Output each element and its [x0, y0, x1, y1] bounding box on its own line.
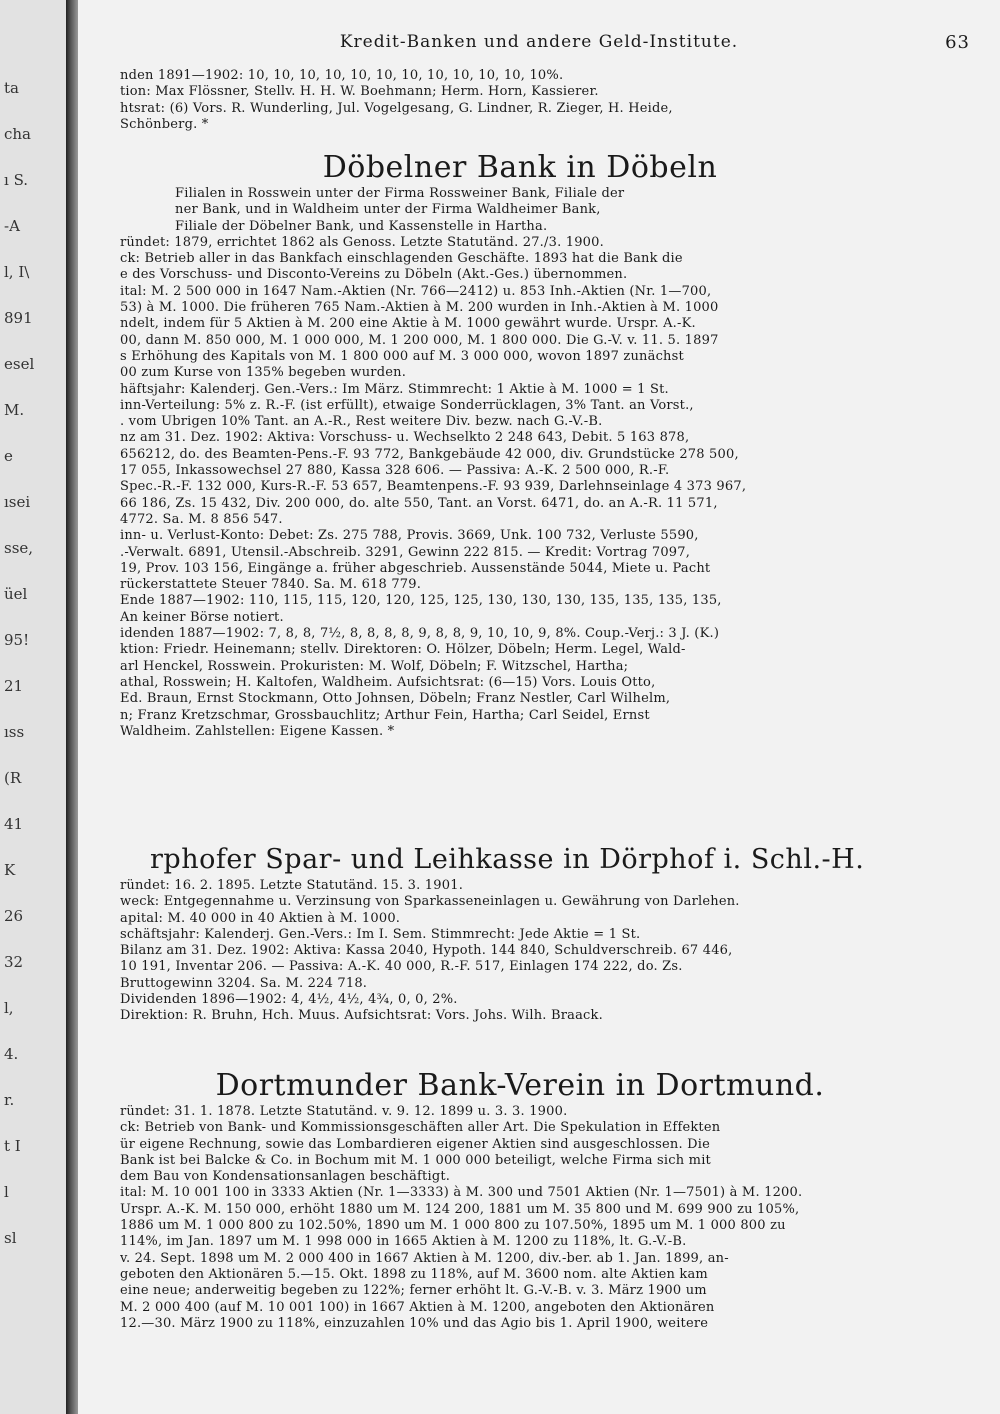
- text-line: n; Franz Kretzschmar, Grossbauchlitz; Arthur Fein, Hartha; Carl Seidel, Ernst: [120, 707, 650, 723]
- text-line: v. 24. Sept. 1898 um M. 2 000 400 in 1667 Aktien à M. 1200, div.-ber. ab 1. Jan. 1899, an-: [120, 1250, 729, 1266]
- intro-section: [120, 68, 920, 133]
- book-gutter: [66, 0, 78, 1414]
- text-line: An keiner Börse notiert.: [120, 609, 284, 625]
- text-line: e des Vorschuss- und Disconto-Vereins zu Döbeln (Akt.-Ges.) übernommen.: [120, 267, 628, 283]
- adjacent-page-fragment: 26: [4, 907, 24, 925]
- text-line: 00, dann M. 850 000, M. 1 000 000, M. 1 200 000, M. 1 800 000. Die G.-V. v. 11. 5. 1897: [120, 332, 719, 348]
- text-line: nden 1891—1902: 10, 10, 10, 10, 10, 10, 10, 10, 10, 10, 10, 10%.: [120, 68, 564, 83]
- text-line: 19, Prov. 103 156, Eingänge a. früher abgeschrieb. Aussenstände 5044, Miete u. Pacht: [120, 560, 711, 576]
- text-line: Bilanz am 31. Dez. 1902: Aktiva: Kassa 2040, Hypoth. 144 840, Schuldverschreib. 67 446,: [120, 943, 733, 959]
- adjacent-page-fragment: 95!: [4, 631, 30, 649]
- text-line: Spec.-R.-F. 132 000, Kurs-R.-F. 53 657, Beamtenpens.-F. 93 939, Darlehnseinlage 4 373 967,: [120, 479, 747, 495]
- document-page: [78, 0, 1000, 1414]
- text-line: Bank ist bei Balcke & Co. in Bochum mit M. 1 000 000 beteiligt, welche Firma sich mit: [120, 1152, 711, 1168]
- text-line: 66 186, Zs. 15 432, Div. 200 000, do. alte 550, Tant. an Vorst. 6471, do. an A.-R. 11 571,: [120, 495, 718, 511]
- text-line: geboten den Aktionären 5.—15. Okt. 1898 zu 118%, auf M. 3600 nom. alte Aktien kam: [120, 1266, 708, 1282]
- text-line: ndelt, indem für 5 Aktien à M. 200 eine Aktie à M. 1000 gewährt wurde. Urspr. A.-K.: [120, 316, 696, 332]
- text-line: Filialen in Rosswein unter der Firma Rossweiner Bank, Filiale der: [175, 186, 625, 201]
- adjacent-page-fragment: ta: [4, 79, 24, 97]
- text-line: ital: M. 10 001 100 in 3333 Aktien (Nr. 1—3333) à M. 300 und 7501 Aktien (Nr. 1—7501) à M. 1200.: [120, 1185, 803, 1201]
- adjacent-page-fragment: esel: [4, 355, 35, 373]
- text-line: 4772. Sa. M. 8 856 547.: [120, 511, 283, 527]
- adjacent-page-fragment: K: [4, 861, 16, 879]
- adjacent-page-fragment: e: [4, 447, 13, 465]
- text-line: M. 2 000 400 (auf M. 10 001 100) in 1667 Aktien à M. 1200, angeboten den Aktionären: [120, 1299, 715, 1315]
- section-heading: Döbelner Bank in Döbeln: [322, 150, 718, 185]
- adjacent-page-fragment: M.: [4, 401, 25, 419]
- text-line: Ed. Braun, Ernst Stockmann, Otto Johnsen, Döbeln; Franz Nestler, Carl Wilhelm,: [120, 691, 671, 707]
- adjacent-page-fragment: 4.: [4, 1045, 19, 1063]
- section-heading: rphofer Spar- und Leihkasse in Dörphof i. Schl.-H.: [150, 844, 865, 875]
- text-line: Urspr. A.-K. M. 150 000, erhöht 1880 um M. 124 200, 1881 um M. 35 800 und M. 699 900 zu 105%,: [120, 1201, 800, 1217]
- section-doerphofer-sparkasse: [120, 842, 920, 1025]
- text-line: ründet: 16. 2. 1895. Letzte Statutänd. 15. 3. 1901.: [120, 878, 464, 893]
- text-line: ital: M. 2 500 000 in 1647 Nam.-Aktien (Nr. 766—2412) u. 853 Inh.-Aktien (Nr. 1—700,: [120, 283, 712, 299]
- section-dortmunder-bank-verein: [120, 1068, 920, 1332]
- text-line: ner Bank, und in Waldheim unter der Firma Waldheimer Bank,: [175, 202, 601, 218]
- adjacent-page-fragment: cha: [4, 125, 32, 143]
- text-line: Direktion: R. Bruhn, Hch. Muus. Aufsichtsrat: Vors. Johs. Wilh. Braack.: [120, 1008, 603, 1024]
- text-line: 17 055, Inkassowechsel 27 880, Kassa 328 606. — Passiva: A.-K. 2 500 000, R.-F.: [120, 463, 670, 479]
- section-heading: Dortmunder Bank-Verein in Dortmund.: [215, 1068, 825, 1103]
- adjacent-page-fragment: l,: [4, 999, 14, 1017]
- text-line: 00 zum Kurse von 135% begeben wurden.: [120, 365, 407, 381]
- text-line: dem Bau von Kondensationsanlagen beschäftigt.: [120, 1169, 451, 1185]
- page-header: [78, 32, 1000, 54]
- text-line: tion: Max Flössner, Stellv. H. H. W. Boehmann; Herm. Horn, Kassierer.: [120, 84, 599, 100]
- text-line: htsrat: (6) Vors. R. Wunderling, Jul. Vogelgesang, G. Lindner, R. Zieger, H. Heide,: [120, 100, 673, 116]
- text-line: arl Henckel, Rosswein. Prokuristen: M. Wolf, Döbeln; F. Witzschel, Hartha;: [120, 658, 629, 674]
- text-line: Waldheim. Zahlstellen: Eigene Kassen. *: [120, 723, 395, 739]
- adjacent-page-fragment: r.: [4, 1091, 15, 1109]
- adjacent-page-fragment: ı S.: [4, 171, 29, 189]
- text-line: ck: Betrieb von Bank- und Kommissionsgeschäften aller Art. Die Spekulation in Effekten: [120, 1120, 721, 1136]
- page-number: 63: [945, 32, 970, 53]
- adjacent-page-fragment: ıss: [4, 723, 25, 741]
- text-line: . vom Übrigen 10% Tant. an A.-R., Rest weitere Div. bezw. nach G.-V.-B.: [120, 414, 603, 430]
- text-line: .-Verwalt. 6891, Utensil.-Abschreib. 3291, Gewinn 222 815. — Kredit: Vortrag 7097,: [120, 544, 691, 560]
- adjacent-page-fragment: l, I\: [4, 263, 30, 281]
- adjacent-page-fragment: 21: [4, 677, 24, 695]
- adjacent-page-fragment: üel: [4, 585, 28, 603]
- section-doebelner-bank: [120, 150, 920, 740]
- text-line: rückerstattete Steuer 7840. Sa. M. 618 779.: [120, 577, 422, 593]
- running-title: Kredit-Banken und andere Geld-Institute.: [339, 32, 739, 52]
- adjacent-page-fragment: ısei: [4, 493, 31, 511]
- text-line: idenden 1887—1902: 7, 8, 8, 7½, 8, 8, 8, 8, 9, 8, 8, 9, 10, 10, 9, 8%. Coup.-Verj.: 3 J. (K.): [120, 626, 720, 642]
- text-line: ür eigene Rechnung, sowie das Lombardieren eigener Aktien sind ausgeschlossen. Die: [120, 1136, 711, 1152]
- text-line: 656212, do. des Beamten-Pens.-F. 93 772, Bankgebäude 42 000, div. Grundstücke 278 500,: [120, 446, 739, 462]
- text-line: inn- u. Verlust-Konto: Debet: Zs. 275 788, Provis. 3669, Unk. 100 732, Verluste 5590,: [120, 528, 699, 544]
- text-line: nz am 31. Dez. 1902: Aktiva: Vorschuss- u. Wechselkto 2 248 643, Debit. 5 163 878,: [120, 430, 690, 446]
- adjacent-page-fragment: sl: [4, 1229, 17, 1247]
- text-line: athal, Rosswein; H. Kaltofen, Waldheim. Aufsichtsrat: (6—15) Vors. Louis Otto,: [120, 674, 656, 690]
- text-line: Filiale der Döbelner Bank, und Kassenstelle in Hartha.: [175, 218, 548, 234]
- adjacent-page-fragment: 891: [4, 309, 33, 327]
- adjacent-page-fragment: -A: [4, 217, 20, 235]
- text-line: schäftsjahr: Kalenderj. Gen.-Vers.: Im I. Sem. Stimmrecht: Jede Aktie = 1 St.: [120, 926, 641, 942]
- adjacent-page-fragment: 41: [4, 815, 24, 833]
- text-line: ründet: 31. 1. 1878. Letzte Statutänd. v. 9. 12. 1899 u. 3. 3. 1900.: [120, 1104, 568, 1119]
- adjacent-page-fragment: sse,: [4, 539, 34, 557]
- adjacent-page-fragment: t I: [4, 1137, 21, 1155]
- text-line: 10 191, Inventar 206. — Passiva: A.-K. 40 000, R.-F. 517, Einlagen 174 222, do. Zs.: [120, 959, 683, 975]
- text-line: Schönberg. *: [120, 116, 209, 132]
- text-line: 53) à M. 1000. Die früheren 765 Nam.-Aktien à M. 200 wurden in Inh.-Aktien à M. 1000: [120, 300, 719, 316]
- text-line: ktion: Friedr. Heinemann; stellv. Direktoren: O. Hölzer, Döbeln; Herm. Legel, Wald-: [120, 642, 686, 658]
- text-line: Ende 1887—1902: 110, 115, 115, 120, 120, 125, 125, 130, 130, 130, 135, 135, 135, 135,: [120, 593, 722, 609]
- adjacent-page-fragment: (R: [4, 769, 22, 787]
- text-line: eine neue; anderweitig begeben zu 122%; ferner erhöht lt. G.-V.-B. v. 3. März 1900 um: [120, 1283, 707, 1299]
- adjacent-page-fragment: 32: [4, 953, 24, 971]
- text-line: ründet: 1879, errichtet 1862 als Genoss. Letzte Statutänd. 27./3. 1900.: [120, 234, 604, 250]
- text-line: s Erhöhung des Kapitals von M. 1 800 000 auf M. 3 000 000, wovon 1897 zunächst: [120, 348, 684, 364]
- adjacent-page-strip: [0, 0, 70, 1414]
- text-line: apital: M. 40 000 in 40 Aktien à M. 1000.: [120, 910, 401, 926]
- text-line: 114%, im Jan. 1897 um M. 1 998 000 in 1665 Aktien à M. 1200 zu 118%, lt. G.-V.-B.: [120, 1234, 687, 1250]
- adjacent-page-fragment: l: [4, 1183, 9, 1201]
- text-line: häftsjahr: Kalenderj. Gen.-Vers.: Im März. Stimmrecht: 1 Aktie à M. 1000 = 1 St.: [120, 381, 669, 397]
- text-line: Dividenden 1896—1902: 4, 4½, 4½, 4¾, 0, 0, 2%.: [120, 992, 458, 1008]
- text-line: ck: Betrieb aller in das Bankfach einschlagenden Geschäfte. 1893 hat die Bank die: [120, 251, 683, 267]
- text-line: 12.—30. März 1900 zu 118%, einzuzahlen 10% und das Agio bis 1. April 1900, weitere: [120, 1315, 709, 1331]
- text-line: 1886 um M. 1 000 800 zu 102.50%, 1890 um M. 1 000 800 zu 107.50%, 1895 um M. 1 000 800 zu: [120, 1218, 786, 1234]
- text-line: inn-Verteilung: 5% z. R.-F. (ist erfüllt), etwaige Sonderrücklagen, 3% Tant. an Vorst.,: [120, 397, 694, 413]
- text-line: Bruttogewinn 3204. Sa. M. 224 718.: [120, 975, 368, 991]
- text-line: weck: Entgegennahme u. Verzinsung von Sparkasseneinlagen u. Gewährung von Darlehen.: [120, 894, 740, 910]
